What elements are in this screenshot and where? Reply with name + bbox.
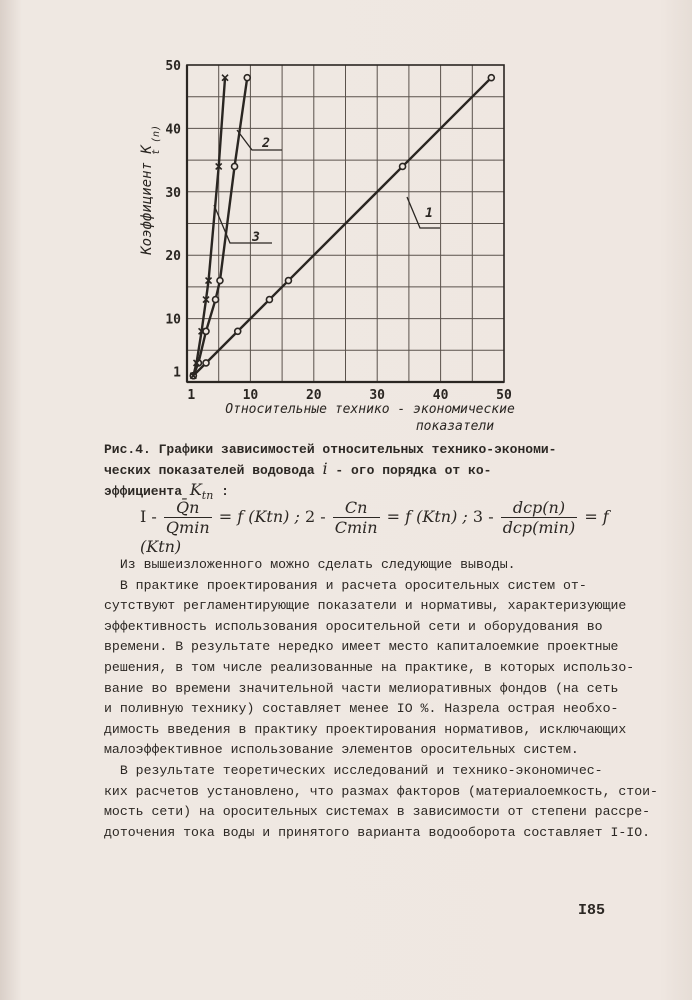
- y-tick-label: 10: [165, 312, 181, 328]
- series-1-point: [400, 163, 406, 169]
- formula-fraction-2-den: Cmin: [334, 518, 378, 537]
- chart-series: [190, 75, 494, 379]
- body-line: малоэффективное использование элементов оросительных систем.: [104, 742, 579, 758]
- series-2-point: [217, 278, 223, 284]
- caption-line-1: Рис.4. Графики зависимостей относительных технико-экономи-: [104, 442, 557, 457]
- chart: [0, 0, 692, 440]
- body-line: Из вышеизложенного можно сделать следующие выводы.: [104, 557, 516, 572]
- caption-line-3-text: эффициента: [104, 484, 183, 499]
- caption-line-2-text: ческих показателей водовода: [104, 463, 315, 478]
- caption-line-2: [104, 459, 624, 480]
- figure-caption: [104, 440, 624, 505]
- body-line: и поливную технику) составляет менее IO %. Назрела острая необхо-: [104, 701, 619, 717]
- series-2-point: [232, 163, 238, 169]
- x-axis-label-line-2: показатели: [415, 419, 495, 434]
- caption-formula: [140, 498, 620, 556]
- y-axis-label: Коэффициент K: [139, 145, 155, 255]
- x-tick-label: 50: [496, 388, 512, 403]
- y-tick-label: 30: [165, 185, 181, 201]
- formula-part-3-label: 3 -: [472, 507, 494, 526]
- x-axis-label-line-1: Относительные технико - экономические: [225, 402, 515, 417]
- caption-order-symbol: i: [322, 459, 328, 478]
- series-1-point: [203, 360, 209, 366]
- x-tick-label: 30: [369, 388, 386, 403]
- x-tick-label: 1: [187, 388, 196, 403]
- body-line: В практике проектирования и расчета оросительных систем от-: [104, 577, 587, 593]
- x-tick-label: 20: [305, 388, 322, 403]
- page-number: I85: [578, 902, 606, 919]
- caption-line-2-rest: - ого порядка от ко-: [335, 463, 492, 478]
- series-1-point: [266, 297, 272, 303]
- y-tick-label: 50: [165, 59, 181, 74]
- x-tick-label: 40: [432, 388, 449, 403]
- body-line: эффективность использования оросительной сети и оборудования во: [104, 618, 603, 634]
- formula-fraction-3: [501, 498, 578, 537]
- formula-fraction-1-num: Q̄n: [164, 498, 212, 518]
- y-axis-label-subscript: t (n): [151, 124, 162, 156]
- formula-fraction-1: [164, 498, 212, 537]
- formula-part-3-rhs: = f (Ktn): [140, 507, 609, 556]
- y-tick-label: 20: [165, 249, 181, 265]
- x-tick-label: 10: [242, 388, 259, 403]
- y-tick-label: 40: [165, 122, 181, 138]
- formula-fraction-3-den: dcp(min): [502, 518, 576, 537]
- body-line: решения, в том числе реализованные на практике, в которых использо-: [104, 659, 635, 675]
- caption-coefficient-symbol: [189, 480, 214, 503]
- body-line: мость сети) на оросительных системах в зависимости от степени рассре-: [104, 804, 651, 820]
- formula-fraction-1-den: Qmin: [165, 518, 210, 537]
- curve-label-2: 2: [262, 136, 270, 151]
- formula-part-1-label: I -: [140, 507, 157, 526]
- series-1-point: [285, 278, 291, 284]
- series-1-point: [488, 75, 494, 81]
- body-line: времени. В результате нередко имеет место капиталоемкие проектные: [104, 639, 619, 655]
- series-2-point: [213, 297, 219, 303]
- caption-line-3-rest: :: [221, 484, 229, 499]
- formula-fraction-2: [333, 498, 380, 537]
- body-text: [104, 555, 658, 843]
- coef-K-sub: tn: [201, 489, 214, 503]
- formula-part-2-label: 2 -: [304, 507, 326, 526]
- formula-fraction-2-num: Cn: [333, 498, 380, 518]
- body-line: ких расчетов установлено, что размах факторов (материалоемкость, стои-: [104, 783, 658, 799]
- body-line: вание во времени значительной части мелиоративных фондов (на сеть: [104, 680, 619, 696]
- body-line: димость введения в практику проектирования нормативов, исключающих: [104, 721, 627, 737]
- y-tick-label: 1: [173, 365, 181, 381]
- formula-part-2-rhs: = f (Ktn) ;: [386, 507, 468, 526]
- curve-label-3: 3: [252, 230, 260, 245]
- formula-fraction-3-num: dcp(n): [501, 498, 578, 518]
- body-line: доточения тока воды и принятого варианта водооборота составляет I-IO.: [104, 824, 651, 840]
- coef-K: K: [189, 480, 202, 499]
- series-2-point: [244, 75, 250, 81]
- series-1-point: [235, 328, 241, 334]
- curve-leader-2: [237, 130, 282, 150]
- body-line: сутствуют регламентирующие показатели и нормативы, характеризующие: [104, 598, 627, 614]
- body-line: В результате теоретических исследований и технико-экономичес-: [104, 762, 603, 778]
- formula-part-1-rhs: = f (Ktn) ;: [218, 507, 300, 526]
- curve-label-1: 1: [425, 206, 433, 221]
